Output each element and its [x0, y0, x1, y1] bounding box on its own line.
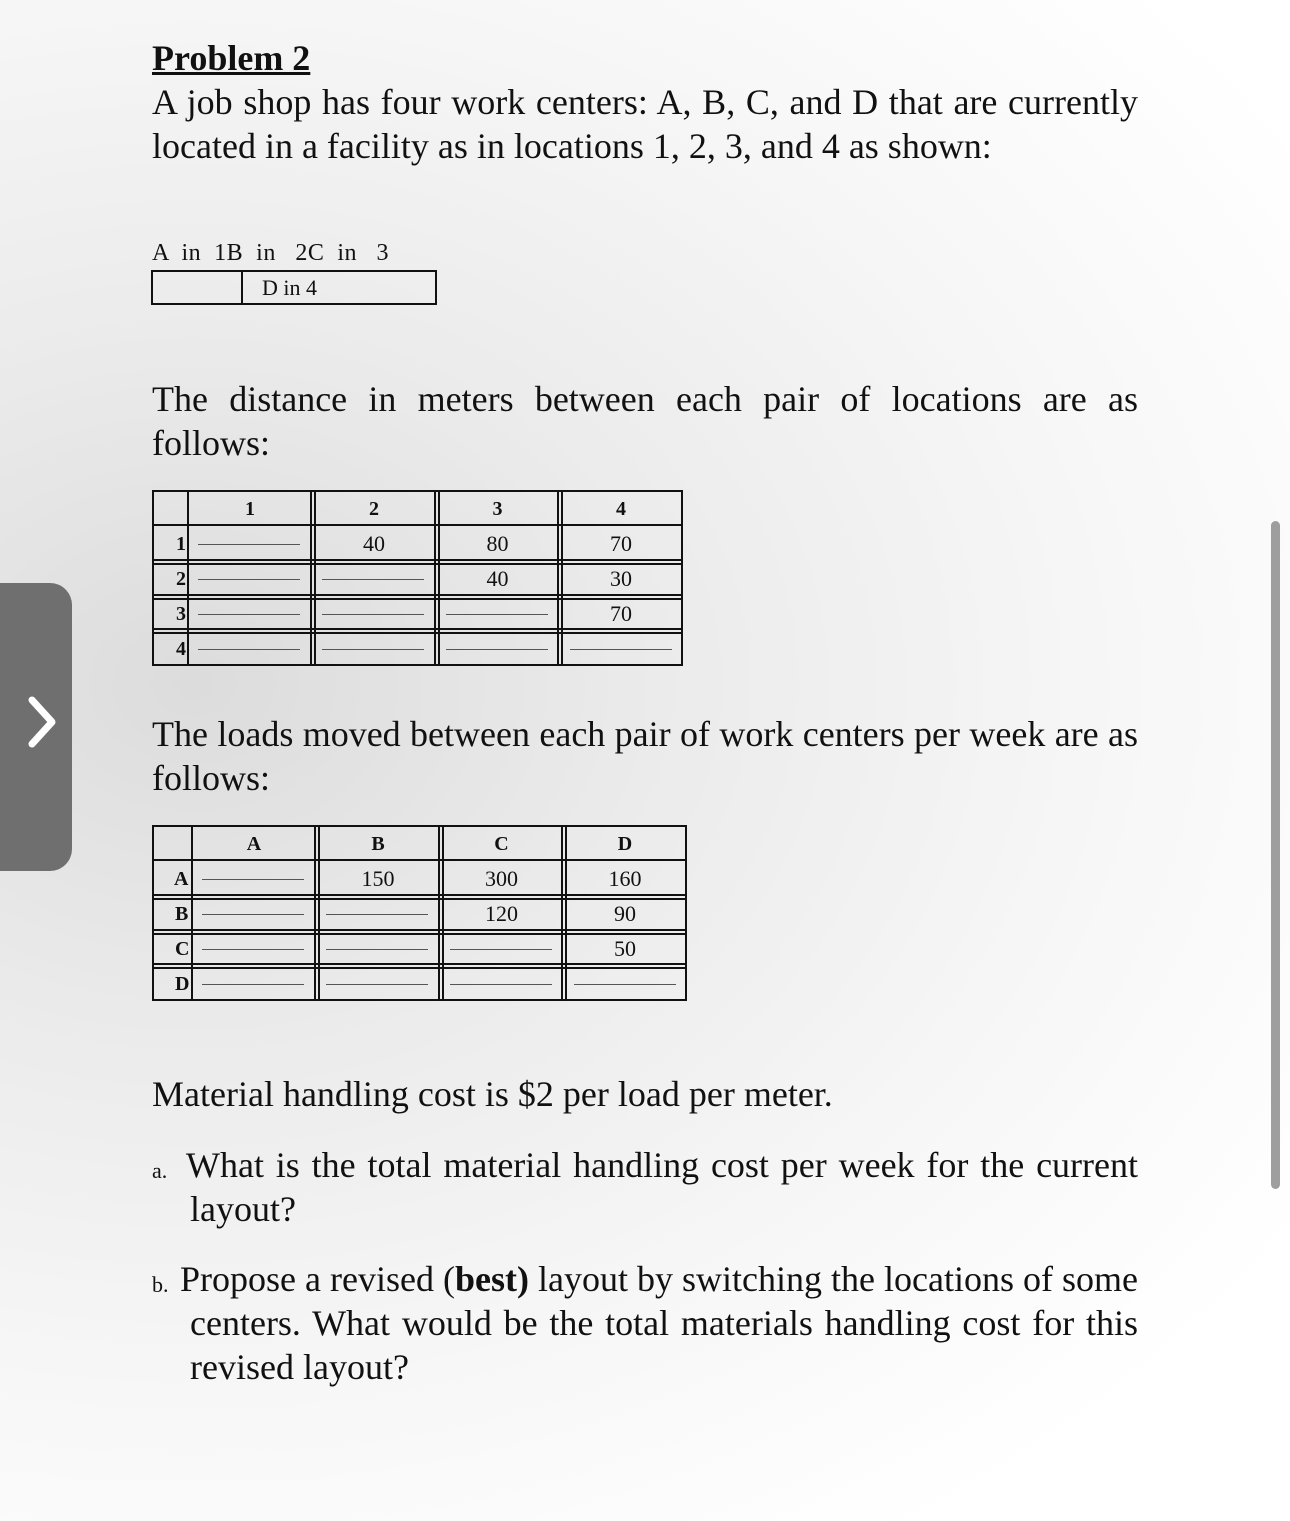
loads-cell: 120 — [485, 901, 518, 926]
distance-col-header: 2 — [369, 498, 379, 520]
problem-intro: A job shop has four work centers: A, B, C, and D that are currently located in a facility as in locations 1, 2, 3, and 4 as shown: — [152, 82, 1138, 166]
distance-row-label: 1 — [176, 533, 186, 555]
distance-cell: 80 — [486, 531, 509, 556]
scrollbar[interactable] — [1271, 521, 1280, 1189]
distance-cell: 40 — [363, 531, 385, 556]
distance-col-header: 3 — [492, 498, 503, 520]
problem-title: Problem 2 — [152, 38, 311, 78]
distance-cell: 70 — [610, 531, 632, 556]
loads-row-label: B — [175, 903, 189, 925]
loads-cell: 300 — [485, 866, 518, 891]
layout-divider — [241, 270, 243, 305]
layout-d-label: D in 4 — [262, 275, 317, 300]
loads-col-header: B — [371, 833, 385, 855]
loads-col-header: A — [246, 833, 262, 855]
layout-labels: A in 1B in 2C in 3 — [152, 240, 390, 266]
question-b-text-end: layout by switching the locations of some centers. What would be the total materials handling cost for this revised layout? — [190, 1259, 1139, 1387]
distance-row-label: 2 — [176, 568, 186, 590]
question-b-text-start: Propose a revised ( — [180, 1259, 455, 1299]
loads-cell: 90 — [614, 901, 636, 926]
loads-cell: 50 — [614, 936, 636, 961]
loads-cell: 160 — [608, 866, 642, 891]
question-a: What is the total material handling cost per week for the current layout? — [186, 1145, 1138, 1229]
distance-row-label: 4 — [176, 638, 186, 660]
loads-col-header: C — [494, 833, 509, 855]
question-b-letter: b. — [152, 1272, 169, 1297]
loads-row-label: D — [175, 973, 190, 995]
distance-cell: 40 — [486, 566, 509, 591]
distance-col-header: 1 — [245, 498, 255, 520]
loads-col-header: D — [617, 833, 633, 855]
distance-col-header: 4 — [616, 498, 626, 520]
loads-intro: The loads moved between each pair of work centers per week are as follows: — [152, 714, 1138, 798]
distance-intro: The distance in meters between each pair of locations are as follows: — [152, 379, 1138, 463]
question-b-bold: best) — [454, 1259, 529, 1299]
distance-row-label: 3 — [176, 603, 186, 625]
loads-row-label: C — [175, 938, 190, 960]
distance-cell: 70 — [610, 601, 632, 626]
loads-row-label: A — [174, 868, 189, 890]
loads-cell: 150 — [361, 866, 395, 891]
question-b — [180, 1257, 1139, 1389]
question-a-letter: a. — [152, 1158, 168, 1183]
chevron-right-icon[interactable] — [18, 692, 66, 752]
cost-statement: Material handling cost is $2 per load per meter. — [152, 1074, 833, 1114]
distance-cell: 30 — [610, 566, 632, 591]
